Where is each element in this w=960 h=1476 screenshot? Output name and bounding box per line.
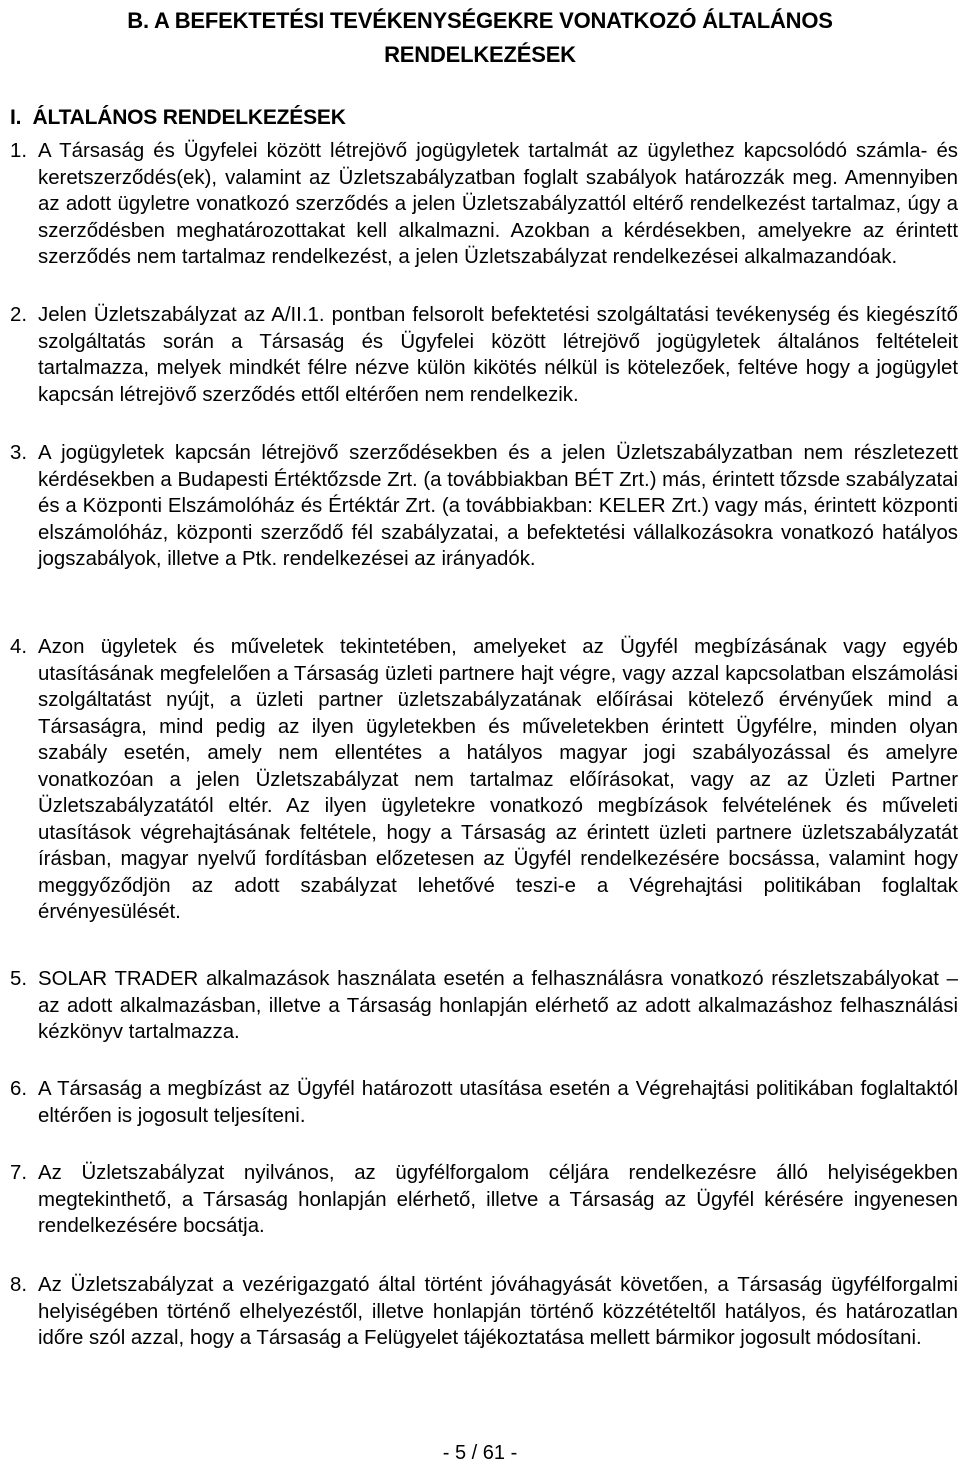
paragraph-number: 5. — [10, 968, 28, 990]
paragraph-item-3 — [10, 440, 958, 573]
page-number: - 5 / 61 - — [442, 1442, 518, 1464]
paragraph-item-5 — [10, 966, 958, 1046]
paragraph-text: Az Üzletszabályzat a vezérigazgató által történt jóváhagyását követően, a Társaság ügyfélforgalmi helyiségében történő elhelyezéstől, illetve honlapján történő közzétételtől hatályos, és határozatlan időre szól azzal, hogy a Társaság a Felügyelet tájékoztatása mellett bármikor jogosult módosítani. — [38, 1274, 958, 1349]
paragraph-item-4 — [10, 634, 958, 926]
paragraph-text: A Társaság és Ügyfelei között létrejövő jogügyletek tartalmát az ügylethez kapcsolódó számla- és keretszerződés(ek), valamint az Üzletszabályzatban foglalt szabályok határozzák meg. Amennyiben az adott ügyletre vonatkozó szerződés a jelen Üzletszabályzattól eltérő rendelkezést tartalmaz, úgy a szerződésben meghatározottakat kell alkalmazni. Azokban a kérdésekben, amelyekre az érintett szerződés nem tartalmaz rendelkezést, a jelen Üzletszabályzat rendelkezései alkalmazandóak. — [38, 140, 958, 268]
paragraph-item-7 — [10, 1160, 958, 1240]
paragraph-item-8 — [10, 1272, 958, 1352]
paragraph-number: 8. — [10, 1274, 28, 1296]
section-heading-line-1: B. A BEFEKTETÉSI TEVÉKENYSÉGEKRE VONATKOZÓ ÁLTALÁNOS — [127, 8, 833, 33]
paragraph-item-1 — [10, 138, 958, 271]
paragraph-item-2 — [10, 302, 958, 408]
paragraph-text: SOLAR TRADER alkalmazások használata esetén a felhasználásra vonatkozó részletszabályokat – az adott alkalmazásban, illetve a Társaság honlapján elérhető az adott alkalmazáshoz felhasználási kézkönyv tartalmazza. — [38, 968, 958, 1043]
paragraph-text: A jogügyletek kapcsán létrejövő szerződésekben és a jelen Üzletszabályzatban nem részletezett kérdésekben a Budapesti Értéktőzsde Zrt. (a továbbiakban BÉT Zrt.) más, érintett tőzsde szabályzatai és a Központi Elszámolóház és Értéktár Zrt. (a továbbiakban: KELER Zrt.) vagy más, érintett központi elszámolóház, központi szerződő fél szabályzatai, a befektetési vállalkozásokra vonatkozó hatályos jogszabályok, illetve a Ptk. rendelkezései az irányadók. — [38, 442, 958, 570]
paragraph-text: Jelen Üzletszabályzat az A/II.1. pontban felsorolt befektetési szolgáltatási tevékenység és kiegészítő szolgáltatás során a Társaság és Ügyfelei között létrejövő jogügyletek általános feltételeit tartalmazza, melyek mindkét félre nézve külön kikötés nélkül is kötelezőek, feltéve hogy a jogügylet kapcsán létrejövő szerződés ettől eltérően nem rendelkezik. — [38, 304, 958, 406]
subsection-heading: I. ÁLTALÁNOS RENDELKEZÉSEK — [10, 106, 346, 129]
section-heading-line-2: RENDELKEZÉSEK — [384, 42, 576, 67]
paragraph-item-6 — [10, 1076, 958, 1129]
paragraph-number: 3. — [10, 442, 28, 464]
section-heading — [0, 4, 960, 72]
paragraph-number: 7. — [10, 1162, 28, 1184]
paragraph-number: 1. — [10, 140, 28, 162]
paragraph-number: 2. — [10, 304, 28, 326]
paragraph-text: Az Üzletszabályzat nyilvános, az ügyfélforgalom céljára rendelkezésre álló helyiségekben megtekinthető, a Társaság honlapján elérhető, illetve a Társaság az Ügyfél kérésére ingyenesen rendelkezésére bocsátja. — [38, 1162, 958, 1237]
paragraph-text: A Társaság a megbízást az Ügyfél határozott utasítása esetén a Végrehajtási politikában foglaltaktól eltérően is jogosult teljesíteni. — [38, 1078, 958, 1127]
paragraph-text: Azon ügyletek és műveletek tekintetében, amelyeket az Ügyfél megbízásának vagy egyéb utasításának megfelelően a Társaság üzleti partnere hajt végre, vagy azzal kapcsolatban elszámolási szolgáltatást nyújt, a üzleti partner üzletszabályzatának előírásai kötelező érvényűek mind a Társaságra, mind pedig az ilyen ügyletekben és műveletekben érintett Ügyfélre, minden olyan szabály esetén, amely nem ellentétes a hatályos magyar jogi szabályozással és amelyre vonatkozóan a jelen Üzletszabályzat nem tartalmaz előírásokat, vagy az az Üzleti Partner Üzletszabályzatától eltér. Az ilyen ügyletekre vonatkozó megbízások felvételének és műveleti utasítások végrehajtásának feltétele, hogy a Társaság az érintett üzleti partnere üzletszabályzatát írásban, magyar nyelvű fordításban előzetesen az Ügyfél rendelkezésére bocsássa, valamint hogy meggyőződjön az adott szabályzat lehetővé teszi-e a Végrehajtási politikában foglaltak érvényesülését. — [38, 636, 958, 923]
paragraph-number: 6. — [10, 1078, 28, 1100]
paragraph-number: 4. — [10, 636, 28, 658]
